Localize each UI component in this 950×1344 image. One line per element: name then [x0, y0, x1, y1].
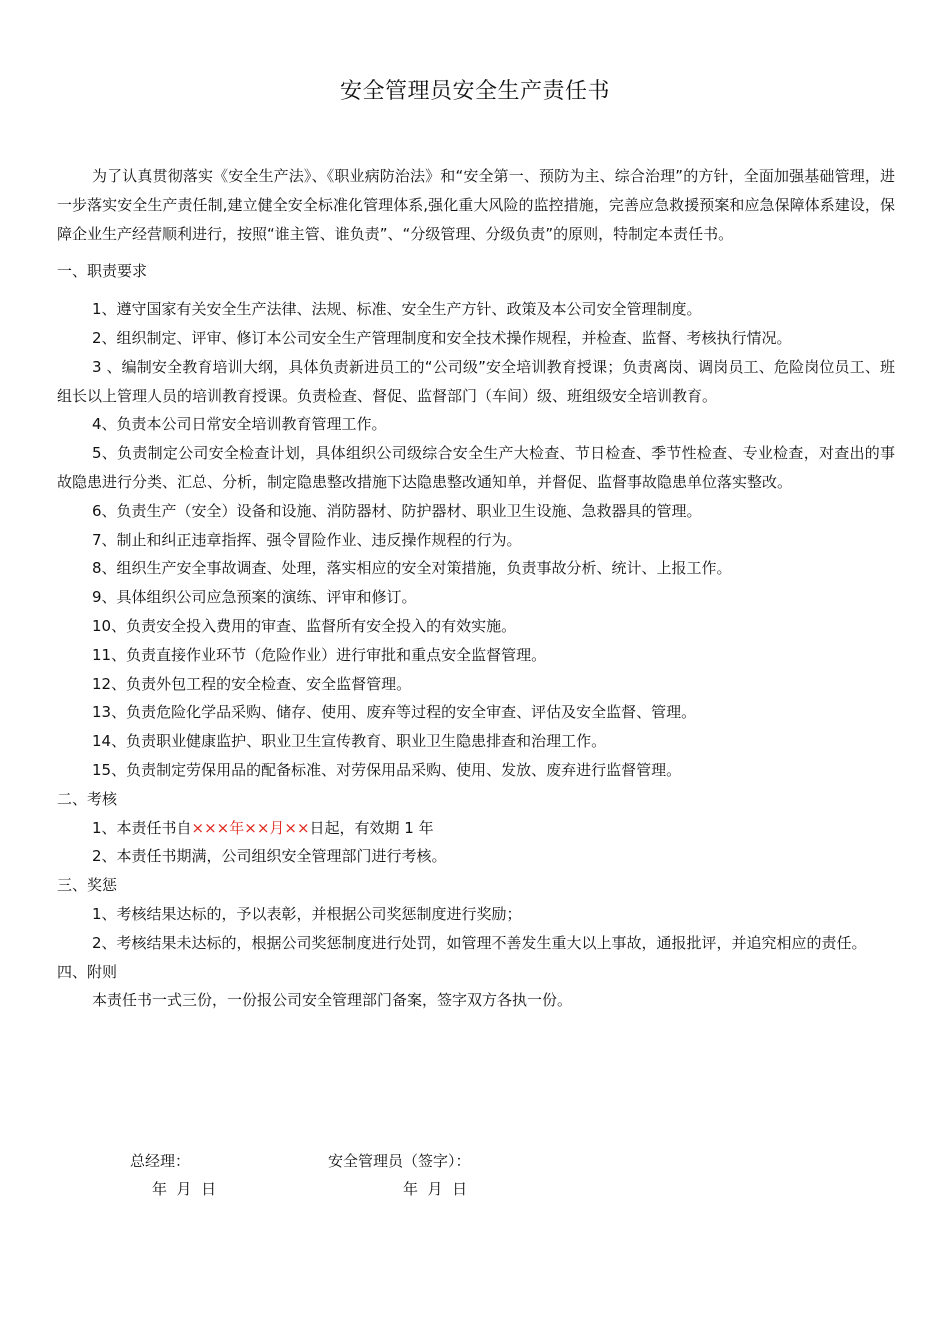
section-heading-appendix: 四、附则 — [57, 962, 118, 981]
section-heading-assessment: 二、考核 — [57, 789, 118, 808]
duty-item: 7、制止和纠正违章指挥、强令冒险作业、违反操作规程的行为。 — [92, 530, 522, 549]
section-heading-rewards: 三、奖惩 — [57, 876, 118, 895]
duty-item: 6、负责生产（安全）设备和设施、消防器材、防护器材、职业卫生设施、急救器具的管理。 — [92, 501, 702, 520]
reward-item: 2、考核结果未达标的，根据公司奖惩制度进行处罚，如管理不善发生重大以上事故，通报批评，并追究相应的责任。 — [92, 933, 867, 952]
validity-date-placeholder: ×××年××月×× — [191, 818, 310, 837]
duty-item: 8、组织生产安全事故调查、处理，落实相应的安全对策措施，负责事故分析、统计、上报工作。 — [92, 559, 732, 578]
duty-item: 3 、编制安全教育培训大纲，具体负责新进员工的“公司级”安全培训教育授课；负责离岗、调岗员工、危险岗位员工、班组长以上管理人员的培训教育授课。负责检查、督促、监督部门（车间）级、班组级安全培训教育。 — [57, 357, 895, 405]
assessment-item-validity — [57, 814, 895, 843]
duty-item: 12、负责外包工程的安全检查、安全监督管理。 — [92, 674, 412, 693]
duty-item: 9、具体组织公司应急预案的演练、评审和修订。 — [92, 588, 417, 607]
document-body — [57, 162, 895, 1015]
officer-signature-label: 安全管理员（签字）： — [328, 1152, 471, 1170]
validity-prefix: 1、本责任书自 — [92, 818, 192, 837]
duty-item: 1、遵守国家有关安全生产法律、法规、标准、安全生产方针、政策及本公司安全管理制度。 — [92, 300, 702, 319]
duty-item: 15、负责制定劳保用品的配备标准、对劳保用品采购、使用、发放、废弃进行监督管理。 — [92, 760, 682, 779]
duty-item: 2、组织制定、评审、修订本公司安全生产管理制度和安全技术操作规程，并检查、监督、考核执行情况。 — [92, 328, 792, 347]
assessment-item: 2、本责任书期满，公司组织安全管理部门进行考核。 — [92, 847, 447, 866]
duty-item: 5、负责制定公司安全检查计划，具体组织公司级综合安全生产大检查、节日检查、季节性检查、专业检查，对查出的事故隐患进行分类、汇总、分析，制定隐患整改措施下达隐患整改通知单，并督促、监督事故隐患单位落实整改。 — [57, 444, 895, 491]
duty-item: 13、负责危险化学品采购、储存、使用、废弃等过程的安全审查、评估及安全监督、管理。 — [92, 703, 697, 722]
section-heading-duties: 一、职责要求 — [57, 262, 148, 281]
reward-item: 1、考核结果达标的，予以表彰，并根据公司奖惩制度进行奖励； — [92, 904, 522, 923]
officer-date-label: 年 月 日 — [403, 1180, 468, 1198]
manager-date-label: 年 月 日 — [152, 1180, 217, 1198]
intro-paragraph: 为了认真贯彻落实《安全生产法》、《职业病防治法》和“安全第一、预防为主、综合治理”的方针，全面加强基础管理，进一步落实安全生产责任制,建立健全安全标准化管理体系,强化重大风险的监控措施，完善应急救援预案和应急保障体系建设，保障企业生产经营顺利进行，按照“谁主管、谁负责”、“分级管理、分级负责”的原则，特制定本责任书。 — [57, 167, 895, 243]
duty-item: 11、负责直接作业环节（危险作业）进行审批和重点安全监督管理。 — [92, 645, 547, 664]
appendix-text: 本责任书一式三份，一份报公司安全管理部门备案，签字双方各执一份。 — [92, 991, 573, 1010]
duty-item: 4、负责本公司日常安全培训教育管理工作。 — [92, 415, 387, 434]
duty-item: 10、负责安全投入费用的审查、监督所有安全投入的有效实施。 — [92, 616, 517, 635]
document-title: 安全管理员安全生产责任书 — [339, 79, 610, 104]
duty-item: 14、负责职业健康监护、职业卫生宣传教育、职业卫生隐患排查和治理工作。 — [92, 732, 607, 751]
validity-suffix: 日起，有效期 1 年 — [309, 818, 434, 837]
manager-signature-label: 总经理： — [130, 1152, 191, 1170]
